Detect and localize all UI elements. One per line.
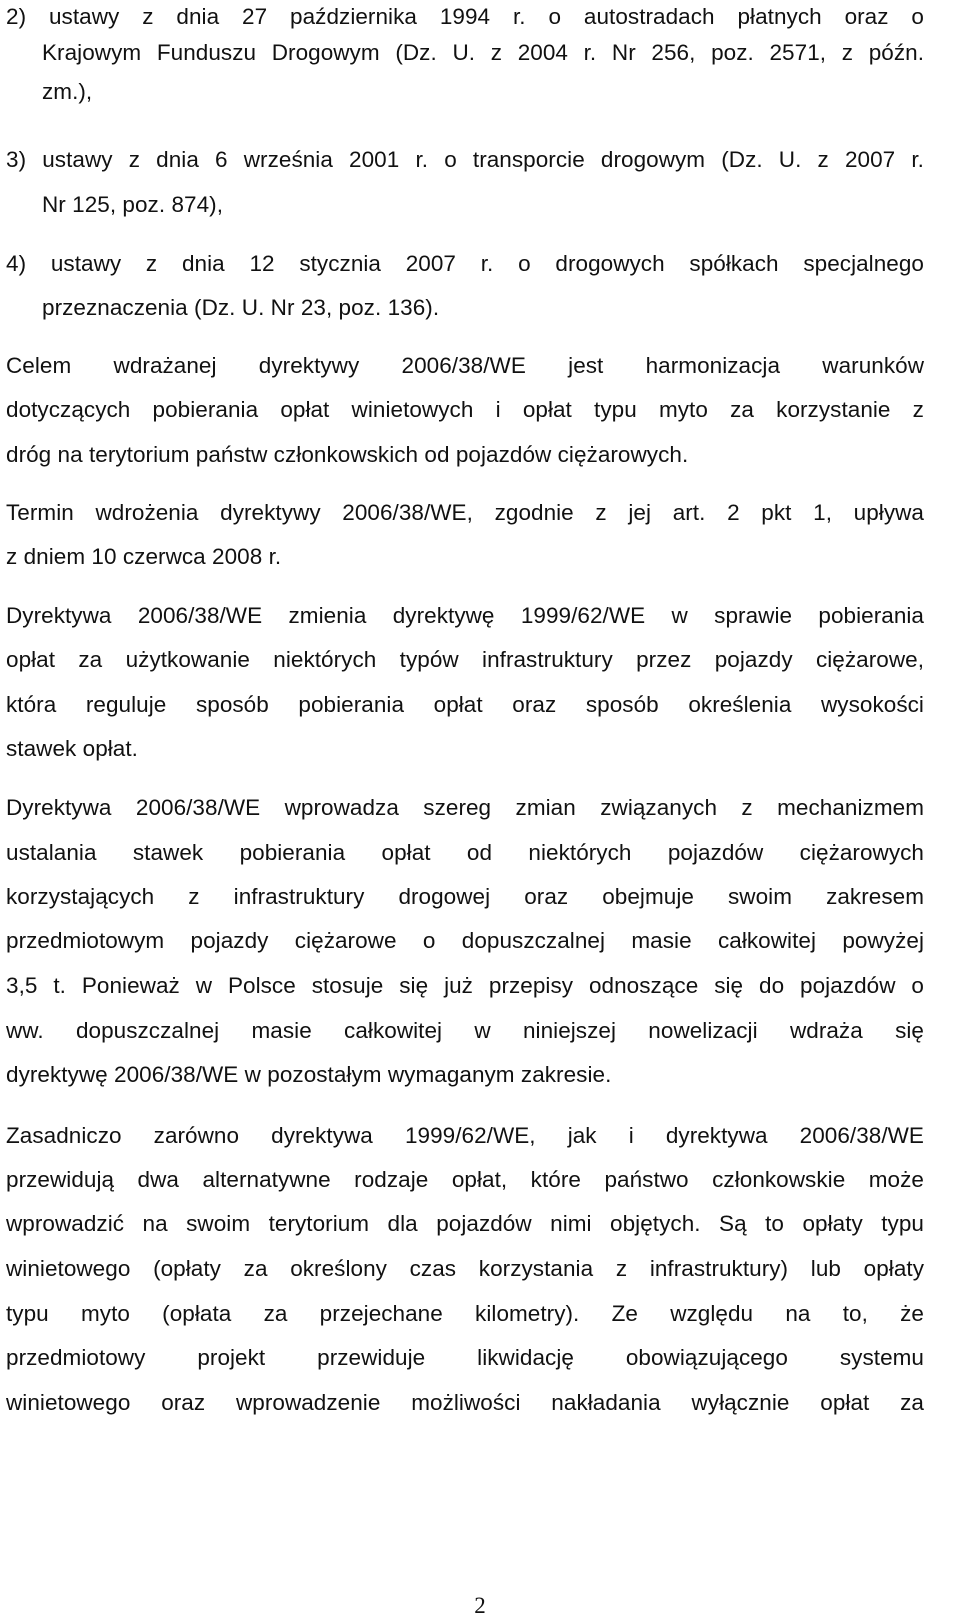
text-line: ww. dopuszczalnej masie całkowitej w niniejszej nowelizacji wdraża się	[6, 1018, 924, 1043]
text-line: Dyrektywa 2006/38/WE zmienia dyrektywę 1999/62/WE w sprawie pobierania	[6, 603, 924, 628]
text-line: 4) ustawy z dnia 12 stycznia 2007 r. o drogowych spółkach specjalnego	[6, 251, 924, 276]
text-line: opłat za użytkowanie niektórych typów infrastruktury przez pojazdy ciężarowe,	[6, 647, 924, 672]
text-line: ustalania stawek pobierania opłat od niektórych pojazdów ciężarowych	[6, 840, 924, 865]
text-line: Zasadniczo zarówno dyrektywa 1999/62/WE, jak i dyrektywa 2006/38/WE	[6, 1123, 924, 1148]
text-line: z dniem 10 czerwca 2008 r.	[6, 544, 282, 569]
text-line: typu myto (opłata za przejechane kilometry). Ze względu na to, że	[6, 1301, 924, 1326]
text-line: dyrektywę 2006/38/WE w pozostałym wymaganym zakresie.	[6, 1062, 612, 1087]
text-line: dotyczących pobierania opłat winietowych i opłat typu myto za korzystanie z	[6, 397, 924, 422]
text-line: 3) ustawy z dnia 6 września 2001 r. o transporcie drogowym (Dz. U. z 2007 r.	[6, 147, 924, 172]
text-line: 2) ustawy z dnia 27 października 1994 r. o autostradach płatnych oraz o	[6, 4, 924, 29]
text-line: Celem wdrażanej dyrektywy 2006/38/WE jest harmonizacja warunków	[6, 353, 924, 378]
text-line: przedmiotowy projekt przewiduje likwidację obowiązującego systemu	[6, 1345, 924, 1370]
text-line: która reguluje sposób pobierania opłat oraz sposób określenia wysokości	[6, 692, 924, 717]
text-line: przewidują dwa alternatywne rodzaje opłat, które państwo członkowskie może	[6, 1167, 924, 1192]
text-line: Termin wdrożenia dyrektywy 2006/38/WE, zgodnie z jej art. 2 pkt 1, upływa	[6, 500, 924, 525]
page-number: 2	[474, 1593, 486, 1618]
text-line: korzystających z infrastruktury drogowej oraz obejmuje swoim zakresem	[6, 884, 924, 909]
text-line: Dyrektywa 2006/38/WE wprowadza szereg zmian związanych z mechanizmem	[6, 795, 924, 820]
text-line: stawek opłat.	[6, 736, 138, 761]
text-line: 3,5 t. Ponieważ w Polsce stosuje się już przepisy odnoszące się do pojazdów o	[6, 973, 924, 998]
text-line: winietowego oraz wprowadzenie możliwości nakładania wyłącznie opłat za	[6, 1390, 924, 1415]
text-line: Nr 125, poz. 874),	[42, 192, 223, 217]
text-line: zm.),	[42, 79, 93, 104]
text-line: Krajowym Funduszu Drogowym (Dz. U. z 2004 r. Nr 256, poz. 2571, z późn.	[42, 40, 924, 65]
text-line: dróg na terytorium państw członkowskich od pojazdów ciężarowych.	[6, 442, 689, 467]
text-line: przedmiotowym pojazdy ciężarowe o dopuszczalnej masie całkowitej powyżej	[6, 928, 924, 953]
text-line: wprowadzić na swoim terytorium dla pojazdów nimi objętych. Są to opłaty typu	[6, 1211, 924, 1236]
text-line: winietowego (opłaty za określony czas korzystania z infrastruktury) lub opłaty	[6, 1256, 924, 1281]
text-line: przeznaczenia (Dz. U. Nr 23, poz. 136).	[42, 295, 440, 320]
